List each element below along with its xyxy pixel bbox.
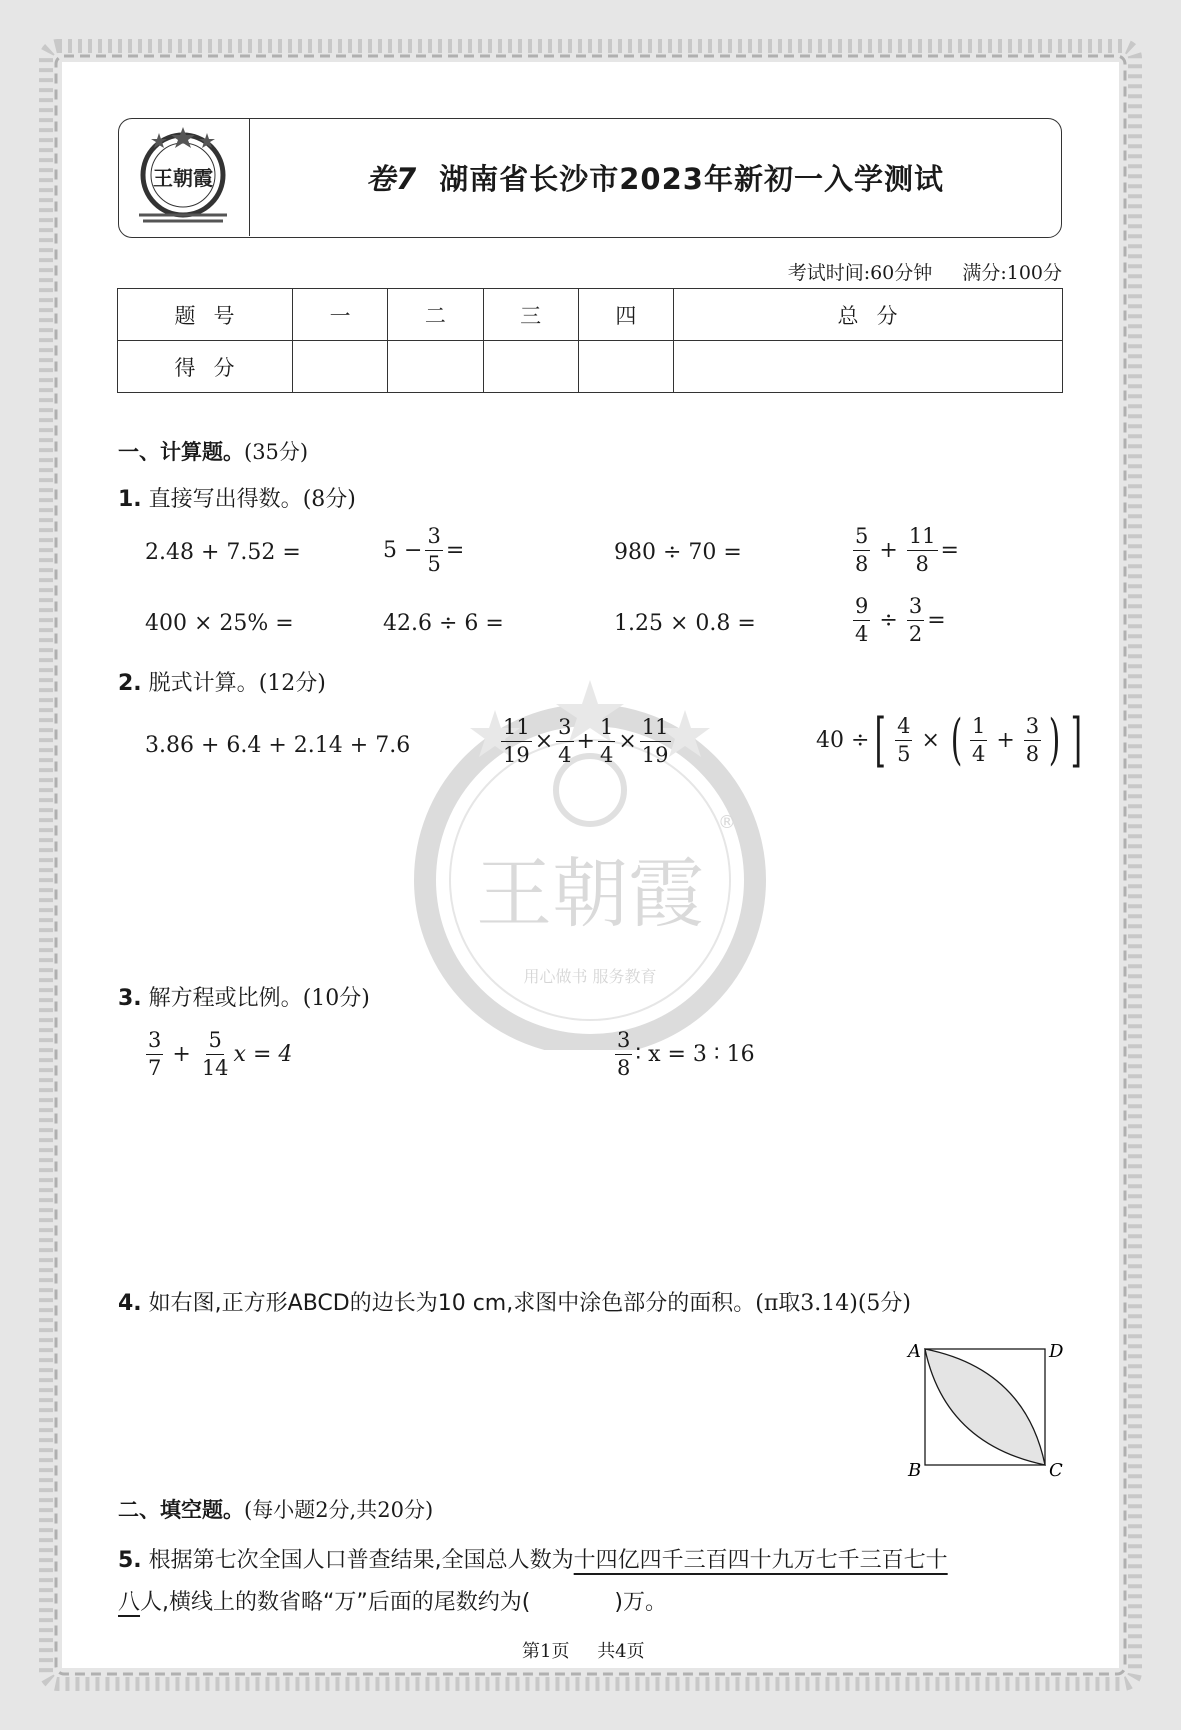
question-5	[118, 1540, 1068, 1624]
numerator: 3	[556, 717, 573, 742]
q3a-tail: x = 4	[233, 1042, 293, 1067]
denominator: 5	[427, 552, 441, 576]
operator: ×	[921, 727, 940, 753]
q1-points: (8分)	[302, 487, 356, 512]
numerator: 3	[425, 526, 442, 551]
numerator: 1	[970, 716, 987, 741]
q3b-tail: ∶ x = 3 ∶ 16	[635, 1042, 755, 1067]
q2-number: 2.	[118, 671, 142, 696]
watermark-slogan: 用心做书 服务教育	[523, 967, 657, 986]
denominator: 7	[148, 1056, 162, 1080]
logo-brand: 王朝霞	[153, 166, 213, 190]
equals: =	[927, 608, 946, 633]
equals: =	[445, 538, 465, 563]
operator: ÷	[879, 608, 898, 633]
numerator: 11	[907, 526, 938, 551]
numerator: 11	[640, 717, 671, 742]
numerator: 3	[907, 596, 924, 621]
denominator: 4	[599, 743, 614, 767]
denominator: 19	[503, 743, 530, 767]
fraction	[895, 713, 912, 766]
table-row	[118, 289, 1063, 341]
right-paren: )	[1048, 708, 1061, 771]
question-1	[118, 482, 356, 513]
volume-label: 卷7	[366, 162, 418, 196]
exam-info	[764, 258, 1062, 285]
publisher-logo	[119, 119, 250, 236]
denominator: 5	[897, 741, 911, 766]
page-footer	[522, 1637, 645, 1663]
denominator: 8	[1025, 741, 1040, 766]
shaded-region	[925, 1349, 1045, 1465]
q2c-lead: 40 ÷	[816, 727, 870, 753]
operator: ×	[534, 729, 554, 754]
q1-item-e: 400 × 25% =	[145, 611, 294, 636]
operator: +	[996, 727, 1015, 753]
q2-item-b	[498, 717, 674, 766]
fraction	[615, 1030, 632, 1079]
fraction	[425, 526, 442, 575]
denominator: 19	[641, 743, 669, 767]
denominator: 8	[915, 552, 929, 576]
fraction	[501, 717, 532, 766]
q1b-whole: 5 −	[383, 538, 423, 563]
denominator: 4	[971, 741, 986, 766]
section1-heading	[118, 436, 308, 466]
section1-title: 一、计算题。	[118, 440, 244, 464]
left-paren: (	[950, 708, 963, 771]
row-label-score: 得分	[118, 341, 293, 393]
numerator: 3	[146, 1030, 163, 1055]
score-cell[interactable]	[483, 341, 578, 393]
square-figure	[900, 1334, 1070, 1484]
section2-heading	[118, 1494, 433, 1524]
label-d: D	[1049, 1341, 1064, 1362]
operator: +	[172, 1042, 191, 1067]
page-number: 第1页	[522, 1641, 570, 1662]
title-box	[118, 118, 1062, 238]
fraction	[1024, 713, 1041, 766]
label-b: B	[908, 1460, 922, 1481]
fraction	[907, 526, 938, 575]
watermark-registered: ®	[718, 812, 736, 833]
q4-text: 如右图,正方形ABCD的边长为10 cm,求图中涂色部分的面积。	[148, 1291, 756, 1316]
q1-item-a: 2.48 + 7.52 =	[145, 540, 301, 565]
fraction	[146, 1030, 163, 1079]
section2-points: (每小题2分,共20分)	[244, 1498, 434, 1522]
numerator: 4	[895, 716, 912, 741]
denominator: 4	[558, 743, 572, 767]
left-bracket: [	[875, 706, 887, 774]
q4-points: (π取3.14)(5分)	[755, 1291, 912, 1316]
q5-underlined-number: 十四亿四千三百四十九万七千三百七十	[573, 1548, 948, 1573]
q2-item-c	[816, 706, 1088, 774]
score-cell[interactable]	[388, 341, 483, 393]
label-a: A	[908, 1341, 921, 1362]
section1-points: (35分)	[244, 440, 309, 464]
logo-emblem-icon	[119, 119, 249, 236]
col-total: 总分	[674, 289, 1063, 341]
q3-text: 解方程或比例。	[148, 986, 303, 1011]
fraction	[200, 1030, 231, 1079]
fraction	[598, 717, 615, 766]
q5-text-after: 人,横线上的数省略“万”后面的尾数约为(	[140, 1590, 531, 1615]
right-bracket: ]	[1070, 706, 1083, 774]
score-cell[interactable]	[578, 341, 673, 393]
q1-number: 1.	[118, 487, 142, 512]
equals: =	[940, 538, 959, 563]
fraction	[556, 717, 573, 766]
score-cell[interactable]	[293, 341, 388, 393]
q2-text: 脱式计算。	[148, 671, 259, 696]
q1-item-b	[383, 526, 464, 575]
denominator: 4	[855, 622, 869, 646]
numerator: 9	[853, 596, 870, 621]
q3-item-a	[143, 1030, 292, 1079]
fraction	[640, 717, 671, 766]
numerator: 1	[598, 717, 615, 742]
q5-blank-end: )万。	[614, 1590, 667, 1615]
watermark-brand: 王朝霞	[476, 849, 704, 938]
fraction	[970, 713, 987, 766]
numerator: 5	[853, 526, 870, 551]
q5-text-before: 根据第七次全国人口普查结果,全国总人数为	[148, 1548, 574, 1573]
denominator: 8	[617, 1056, 631, 1080]
operator: +	[879, 538, 898, 563]
fraction	[853, 596, 870, 645]
q3-number: 3.	[118, 986, 142, 1011]
q5-number: 5.	[118, 1548, 142, 1573]
numerator: 3	[1024, 716, 1041, 741]
section2-title: 二、填空题。	[118, 1498, 244, 1522]
q3-item-b	[612, 1030, 755, 1079]
q4-number: 4.	[118, 1291, 142, 1316]
label-c: C	[1049, 1460, 1063, 1481]
col-4: 四	[578, 289, 673, 341]
denominator: 14	[201, 1056, 229, 1080]
numerator: 5	[206, 1030, 223, 1055]
question-3	[118, 981, 370, 1012]
operator: ×	[618, 729, 637, 754]
col-3: 三	[483, 289, 578, 341]
row-label-question: 题号	[118, 289, 293, 341]
title-text: 湖南省长沙市2023年新初一入学测试	[439, 162, 944, 196]
denominator: 8	[855, 552, 869, 576]
col-2: 二	[388, 289, 483, 341]
fraction	[853, 526, 870, 575]
numerator: 3	[615, 1030, 632, 1055]
denominator: 2	[908, 622, 923, 646]
table-row	[118, 341, 1063, 393]
total-pages: 共4页	[597, 1641, 645, 1662]
q2-points: (12分)	[258, 671, 326, 696]
col-1: 一	[293, 289, 388, 341]
q2-item-a: 3.86 + 6.4 + 2.14 + 7.6	[145, 733, 411, 758]
q1-item-h	[850, 596, 946, 645]
score-cell[interactable]	[674, 341, 1063, 393]
question-2	[118, 666, 326, 697]
exam-time: 考试时间:60分钟	[787, 262, 933, 284]
q5-underlined-number-end: 八	[118, 1590, 141, 1615]
full-score: 满分:100分	[962, 262, 1062, 284]
q1-item-c: 980 ÷ 70 =	[614, 540, 742, 565]
q1-item-g: 1.25 × 0.8 =	[614, 611, 756, 636]
q1-item-d	[850, 526, 959, 575]
question-4	[118, 1286, 1058, 1317]
operator: +	[576, 729, 595, 754]
exam-title	[249, 119, 1061, 236]
q1-text: 直接写出得数。	[148, 487, 303, 512]
q1-item-f: 42.6 ÷ 6 =	[383, 611, 504, 636]
score-table	[117, 288, 1063, 393]
fraction	[907, 596, 924, 645]
numerator: 11	[501, 717, 532, 742]
q3-points: (10分)	[302, 986, 370, 1011]
